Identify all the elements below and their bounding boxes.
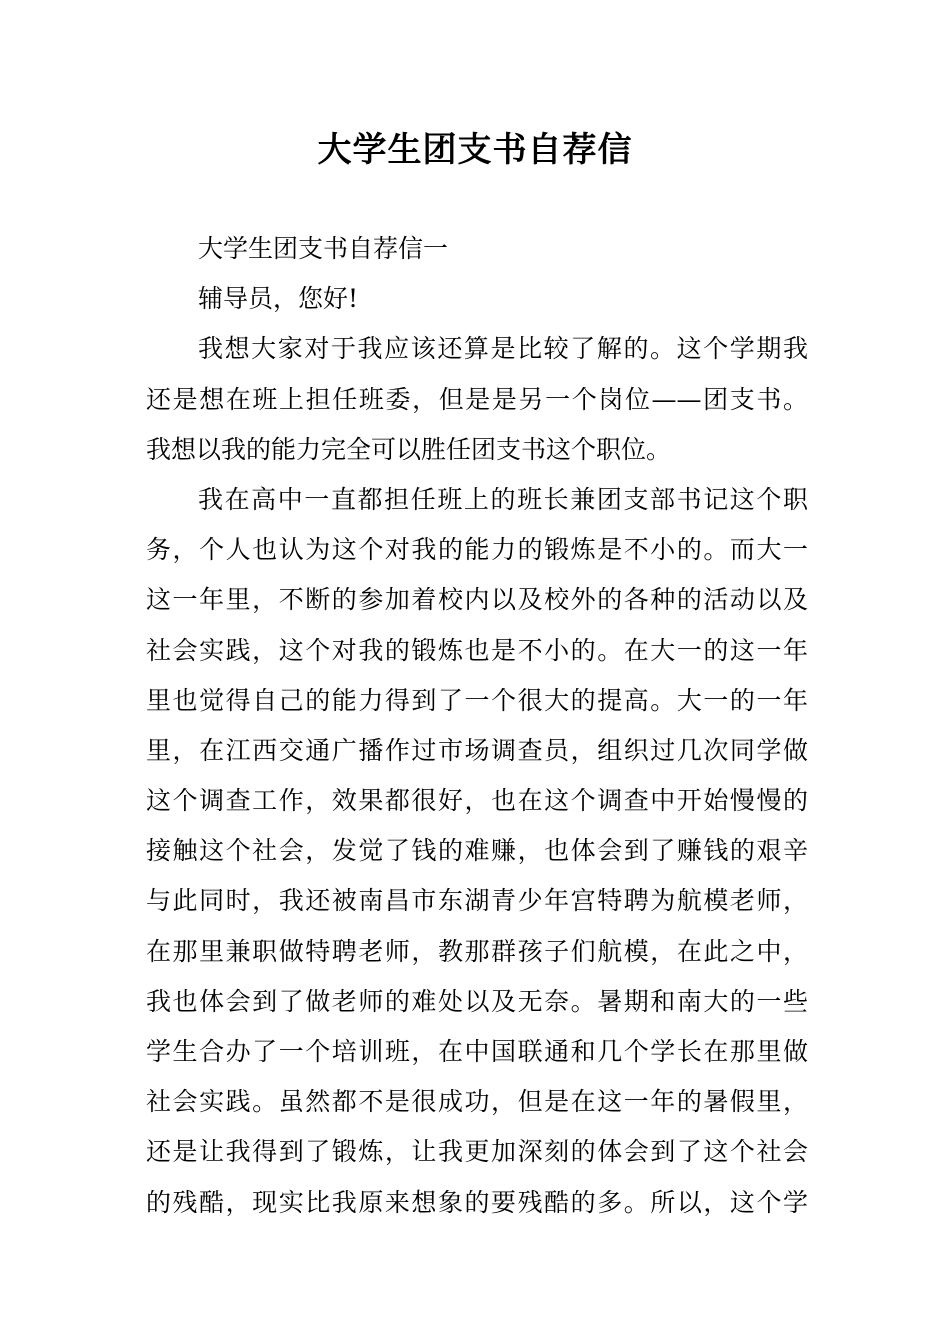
paragraph-line: 还是让我得到了锻炼，让我更加深刻的体会到了这个社会 — [146, 1137, 808, 1167]
section-heading: 大学生团支书自荐信一 — [198, 234, 449, 263]
document-title: 大学生团支书自荐信 — [317, 130, 633, 170]
greeting-line: 辅导员，您好! — [198, 284, 359, 314]
paragraph-line: 学生合办了一个培训班，在中国联通和几个学长在那里做 — [146, 1037, 808, 1066]
paragraph-line: 我也体会到了做老师的难处以及无奈。暑期和南大的一些 — [146, 986, 808, 1016]
paragraph-line: 还是想在班上担任班委，但是是另一个岗位——团支书。 — [146, 384, 808, 414]
paragraph-line: 我想以我的能力完全可以胜任团支书这个职位。 — [146, 434, 672, 464]
document-body — [146, 224, 808, 1228]
paragraph-line: 我在高中一直都担任班上的班长兼团支部书记这个职 — [198, 484, 808, 514]
paragraph-line: 与此同时，我还被南昌市东湖青少年宫特聘为航模老师， — [146, 886, 808, 916]
paragraph-line: 的残酷，现实比我原来想象的要残酷的多。所以，这个学 — [146, 1187, 808, 1217]
paragraph-line: 社会实践。虽然都不是很成功，但是在这一年的暑假里， — [146, 1087, 808, 1117]
paragraph-line: 我想大家对于我应该还算是比较了解的。这个学期我 — [198, 334, 808, 364]
paragraph-line: 务，个人也认为这个对我的能力的锻炼是不小的。而大一 — [146, 535, 808, 565]
paragraph-line: 接触这个社会，发觉了钱的难赚，也体会到了赚钱的艰辛 — [146, 836, 808, 866]
paragraph-line: 这一年里，不断的参加着校内以及校外的各种的活动以及 — [146, 585, 808, 615]
paragraph-line: 在那里兼职做特聘老师，教那群孩子们航模，在此之中， — [146, 936, 808, 966]
paragraph-line: 这个调查工作，效果都很好，也在这个调查中开始慢慢的 — [146, 786, 808, 816]
paragraph-line: 里，在江西交通广播作过市场调查员，组织过几次同学做 — [146, 735, 808, 765]
paragraph-line: 社会实践，这个对我的锻炼也是不小的。在大一的这一年 — [146, 635, 808, 665]
paragraph-line: 里也觉得自己的能力得到了一个很大的提高。大一的一年 — [146, 685, 808, 715]
